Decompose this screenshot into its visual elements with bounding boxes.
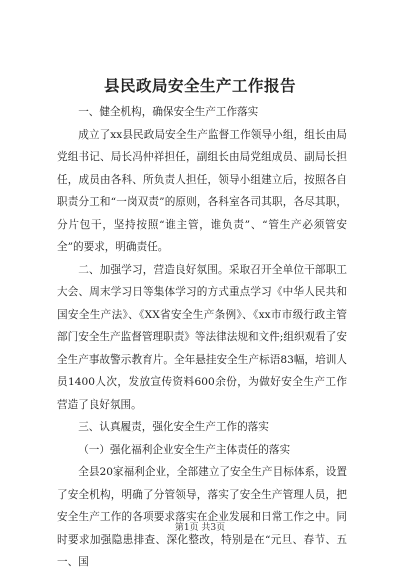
paragraph-2: 二、加强学习，营造良好氛围。采取召开全单位干部职工大会、周末学习日等集体学习的方式重点学习《中华人民共和国安全生产法》、《XX省安全生产条例》、《xx市市级行政主管部门安全生产监督管理职责》等法律法规和文件;组织观看了安全生产事故警示教育片。全年悬挂安全生产标语83幅，培训人员1400人次，发放宣传资料600余份，为做好安全生产工作营造了良好氛围。 (57, 263, 347, 411)
page-number-footer: 第1页 共3页 (174, 523, 226, 533)
subsection-heading-1: （一）强化福利企业安全生产主体责任的落实 (78, 443, 291, 456)
section-heading-1: 一、健全机构，确保安全生产工作落实 (78, 106, 259, 118)
paragraph-1: 成立了xx县民政局安全生产监督工作领导小组，组长由局党组书记、局长冯仲祥担任，副组长由局党组成员、副局长担任，成员由各科、所负责人担任，领导小组建立后，按照各自职责分工和“一岗双责”的原则，各科室各司其职，各尽其职，分片包干，坚持按照“谁主管，谁负责”、“管生产必须管安全”的要求，明确责任。 (57, 128, 347, 253)
paragraph-3: 全县20家福利企业，全部建立了安全生产目标体系，设置了安全机构，明确了分管领导，落实了安全生产管理人员，把安全生产工作的各项要求落实在企业发展和日常工作之中。同时要求加强隐患排查、深化整改，特别是在“元旦、春节、五一、国 (57, 466, 347, 568)
document-title: 县民政局安全生产工作报告 (103, 76, 296, 95)
document-body (57, 101, 347, 574)
section-heading-3: 三、认真履责，强化安全生产工作的落实 (78, 421, 269, 433)
